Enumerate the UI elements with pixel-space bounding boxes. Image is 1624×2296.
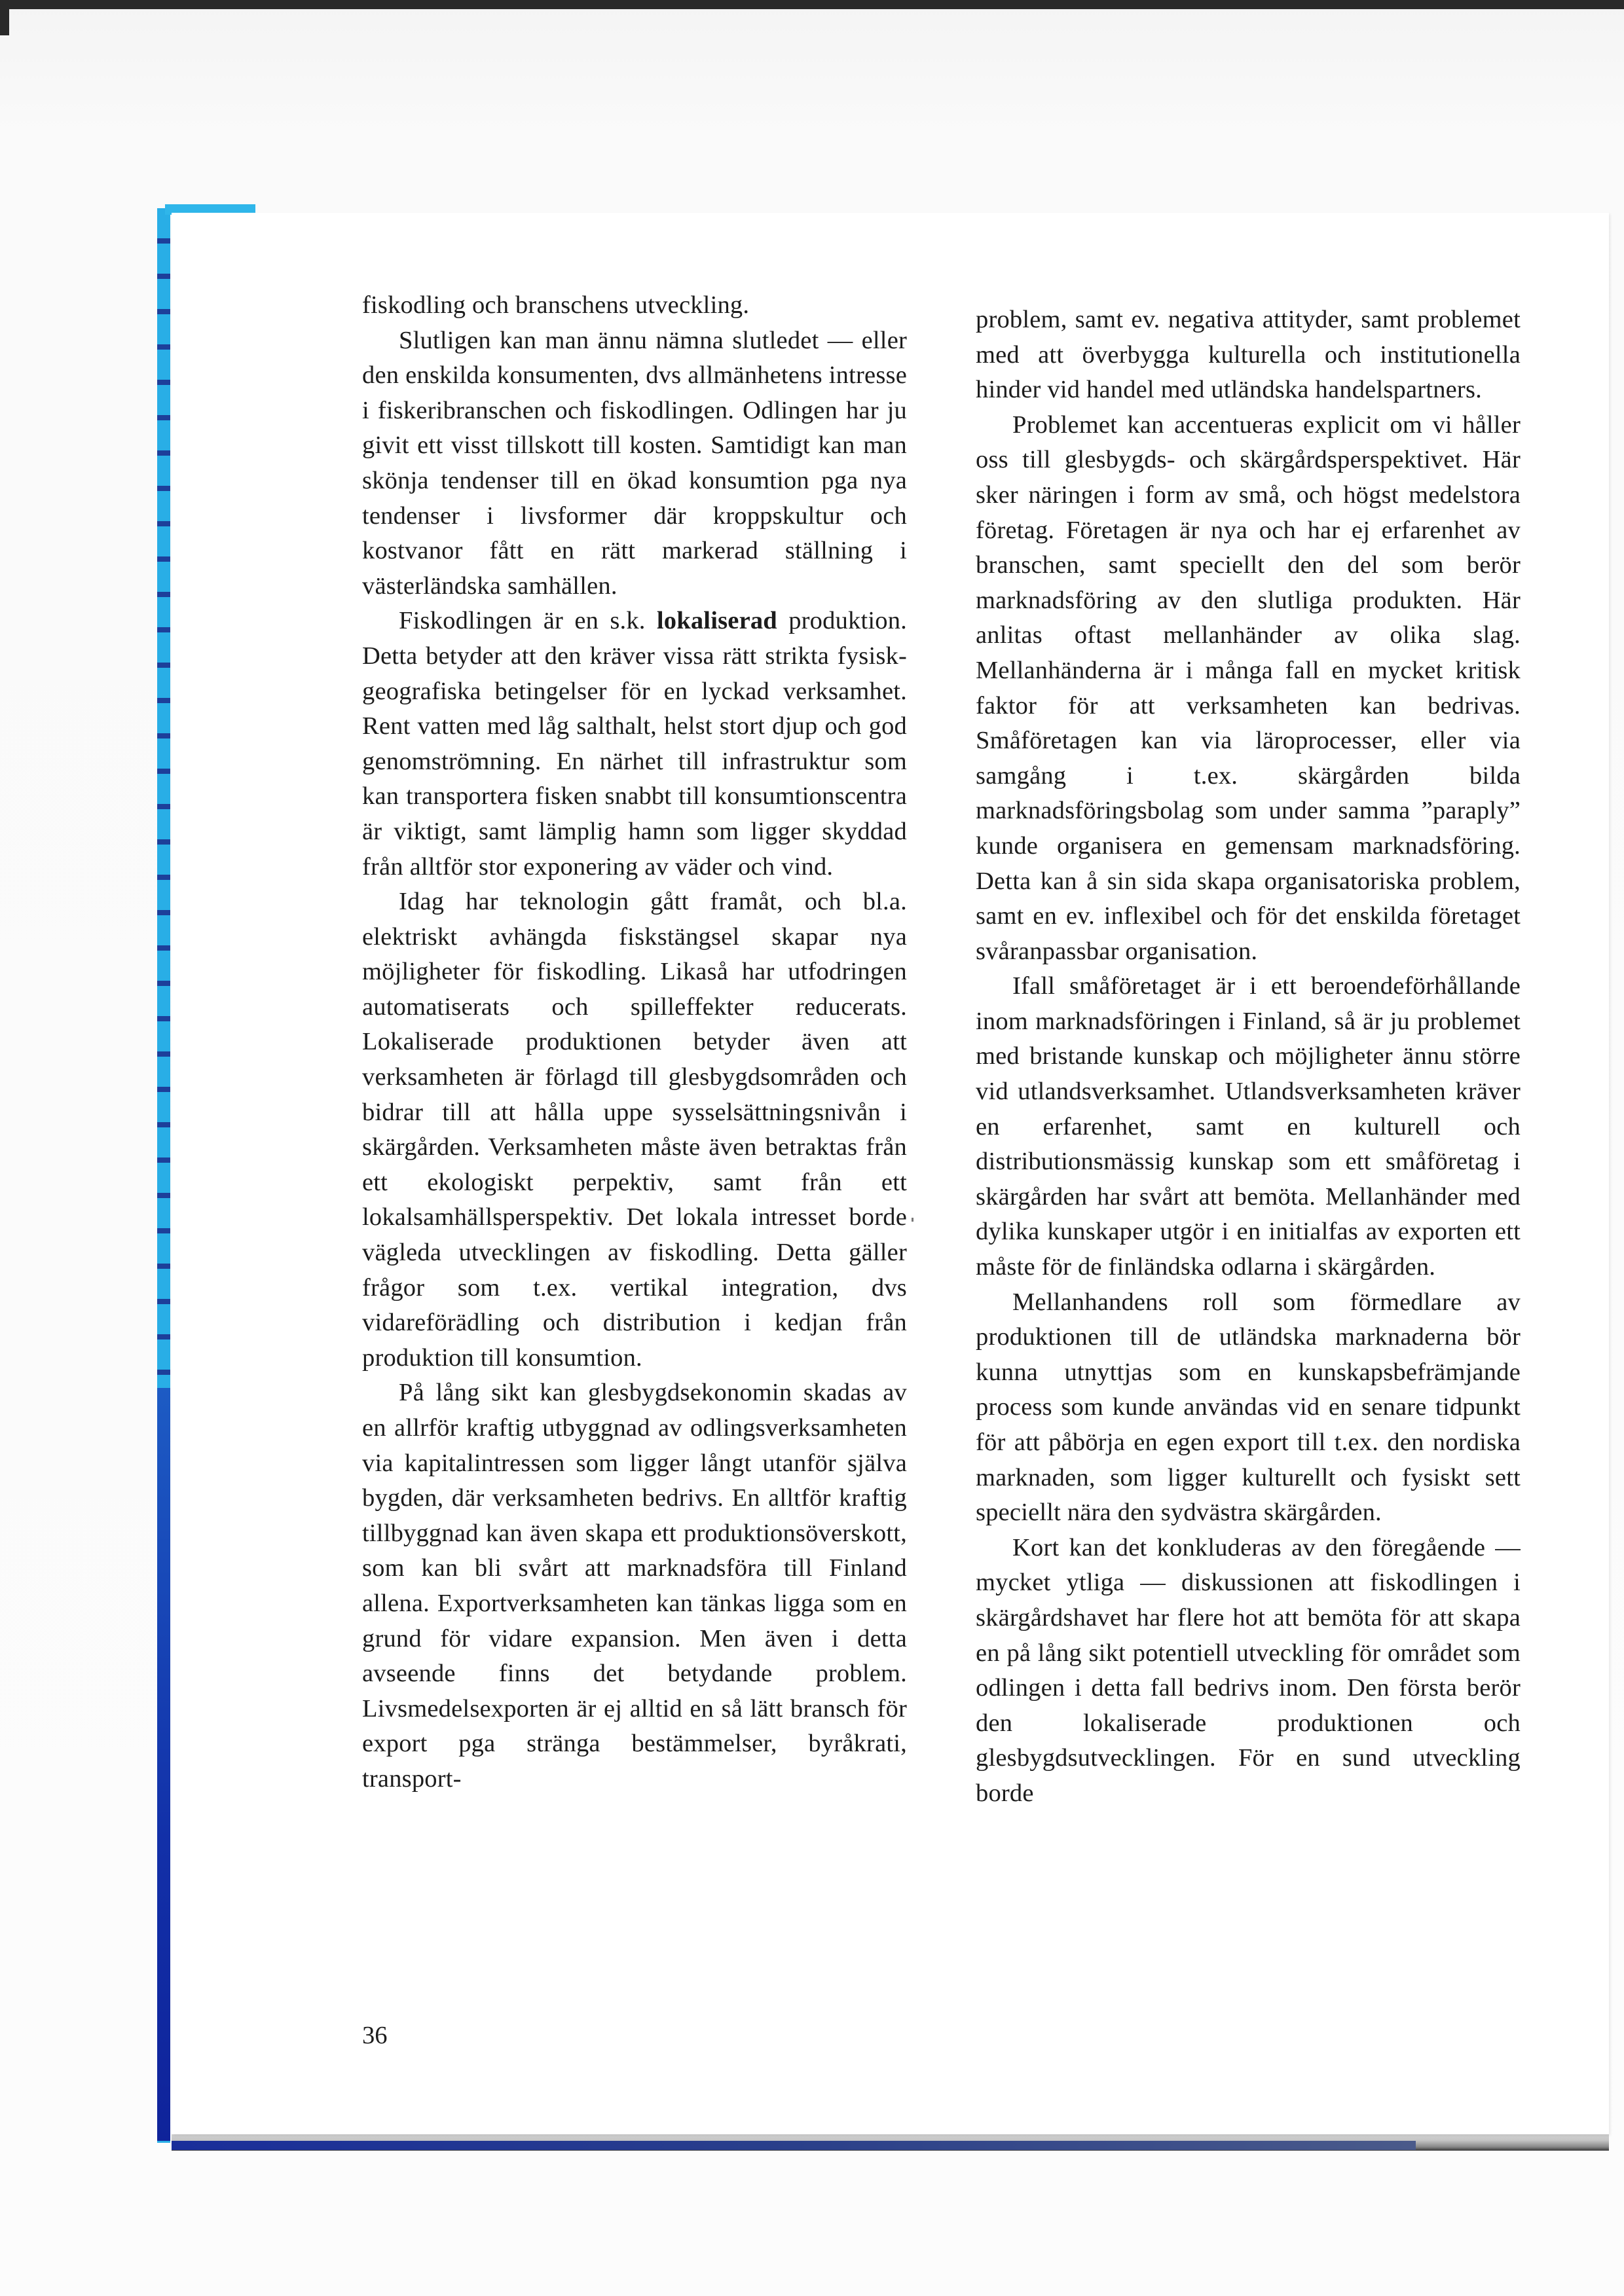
paragraph: Mellanhandens roll som förmedlare av produktionen till de utländska marknaderna bör kunna utnyttjas som en kunskapsbefrämjande process som kunde användas vid en senare tidpunkt för att påbörja en egen export till t.ex. den nordiska marknaden, som ligger kulturellt och fysiskt sett speciellt nära den sydvästra skärgården. [976, 1288, 1521, 1527]
book-cover-edge-lower [157, 1388, 170, 2141]
paragraph: Problemet kan accentueras explicit om vi håller oss till glesbygds- och skärgårdsperspektivet. Här sker näringen i form av små, och högst medelstora företag. Företagen är nya och har ej erfarenhet av branschen, samt speciellt den del som berör marknadsföring av den slutliga produkten. Här anlitas oftast mellanhänder av olika slag. Mellanhänderna är i många fall en mycket kritisk faktor för att verksamheten kan bedrivas. Småföretagen kan via läroprocesser, eller via samgång i t.ex. skärgården bilda marknadsföringsbolag som under samma ”paraply” kunde organisera en gemensam marknadsföring. Detta kan å sin sida skapa organisatoriska problem, samt en ev. inflexibel och för det enskilda företaget svåranpassbar organisation. [976, 410, 1521, 965]
right-text-column [976, 302, 1521, 1812]
page-number: 36 [362, 2022, 388, 2049]
paragraph-text: produktion. Detta betyder att den kräver vissa rätt strikta fysisk-geografiska betingelser för en lyckad verksamhet. Rent vatten med låg salthalt, helst stort djup och god genomströmning. En närhet till infrastruktur som kan transportera fisken snabbt till konsumtionscentra är viktigt, samt lämplig hamn som ligger skyddad från alltför stor exponering av väder och vind. [362, 607, 907, 881]
paragraph: Kort kan det konkluderas av den föregående — mycket ytliga — diskussionen att fiskodlingen i skärgårdshavet har flere hot att bemöta för att skapa en på lång sikt potentiell utveckling för området som odlingen i detta fall bedrivs inom. Den första berör den lokaliserade produktionen och glesbygdsutvecklingen. För en sund utveckling borde [976, 1533, 1521, 1807]
paragraph [362, 604, 907, 884]
book-cover-bottom-edge [172, 2141, 1416, 2150]
paragraph: Idag har teknologin gått framåt, och bl.a. elektriskt avhängda fiskstängsel skapar nya möjligheter för fiskodling. Likaså har utfodringen automatiserats och spilleffekter reducerats. Lokaliserade produktionen betyder även att verksamheten är förlagd till glesbygdsområden och bidrar till att hålla uppe sysselsättningsnivån i skärgården. Verksamheten måste även betraktas från ett ekologiskt perpektiv, samt från ett lokalsamhällsperspektiv. Det lokala intresset borde vägleda utvecklingen av fiskodling. Detta gäller frågor som t.ex. vertikal integration, dvs vidareförädling och distribution i kedjan från produktion till konsumtion. [362, 888, 907, 1372]
paragraph: fiskodling och branschens utveckling. [362, 291, 750, 319]
left-text-column [362, 288, 907, 1797]
paragraph: problem, samt ev. negativa attityder, samt problemet med att överbygga kulturella och institutionella hinder vid handel med utländska handelspartners. [976, 306, 1521, 404]
scan-corner [0, 9, 9, 35]
bold-term: lokaliserad [656, 607, 777, 635]
paragraph: På lång sikt kan glesbygdsekonomin skadas av en allrför kraftig utbyggnad av odlingsverksamheten via kapitalintressen som ligger långt utanför själva bygden, där verksamheten bedrivs. En alltför kraftig tillbyggnad kan även skapa ett produktionsöverskott, som kan bli svårt att marknadsföra till Finland allena. Exportverksamheten kan tänkas ligga som en grund för vidare expansion. Men även i detta avseende finns det betydande problem. Livsmedelsexporten är ej alltid en så lätt bransch för export pga stränga bestämmelser, byråkrati, transport- [362, 1379, 907, 1793]
paragraph: Ifall småföretaget är i ett beroendeförhållande inom marknadsföringen i Finland, så är ju problemet med bristande kunskap och möjligheter ännu större vid utlandsverksamhet. Utlandsverksamheten kräver en erfarenhet, samt en kulturell och distributionsmässig kunskap som ett småföretag i skärgården har svårt att bemöta. Mellanhänder med dylika kunskaper utgör i en initialfas av exporten ett måste för de finländska odlarna i skärgården. [976, 972, 1521, 1281]
scan-top-edge [0, 0, 1624, 9]
scan-speck [912, 1218, 913, 1222]
paragraph-text: Fiskodlingen är en s.k. [399, 607, 657, 635]
paragraph: Slutligen kan man ännu nämna slutledet — eller den enskilda konsumenten, dvs allmänhetens intresse i fiskeribranschen och fiskodlingen. Odlingen har ju givit ett visst tillskott till kosten. Samtidigt kan man skönja tendenser till en ökad konsumtion pga nya tendenser i livsformer där kroppskultur och kostvanor fått en rätt markerad ställning i västerländska samhällen. [362, 326, 907, 600]
